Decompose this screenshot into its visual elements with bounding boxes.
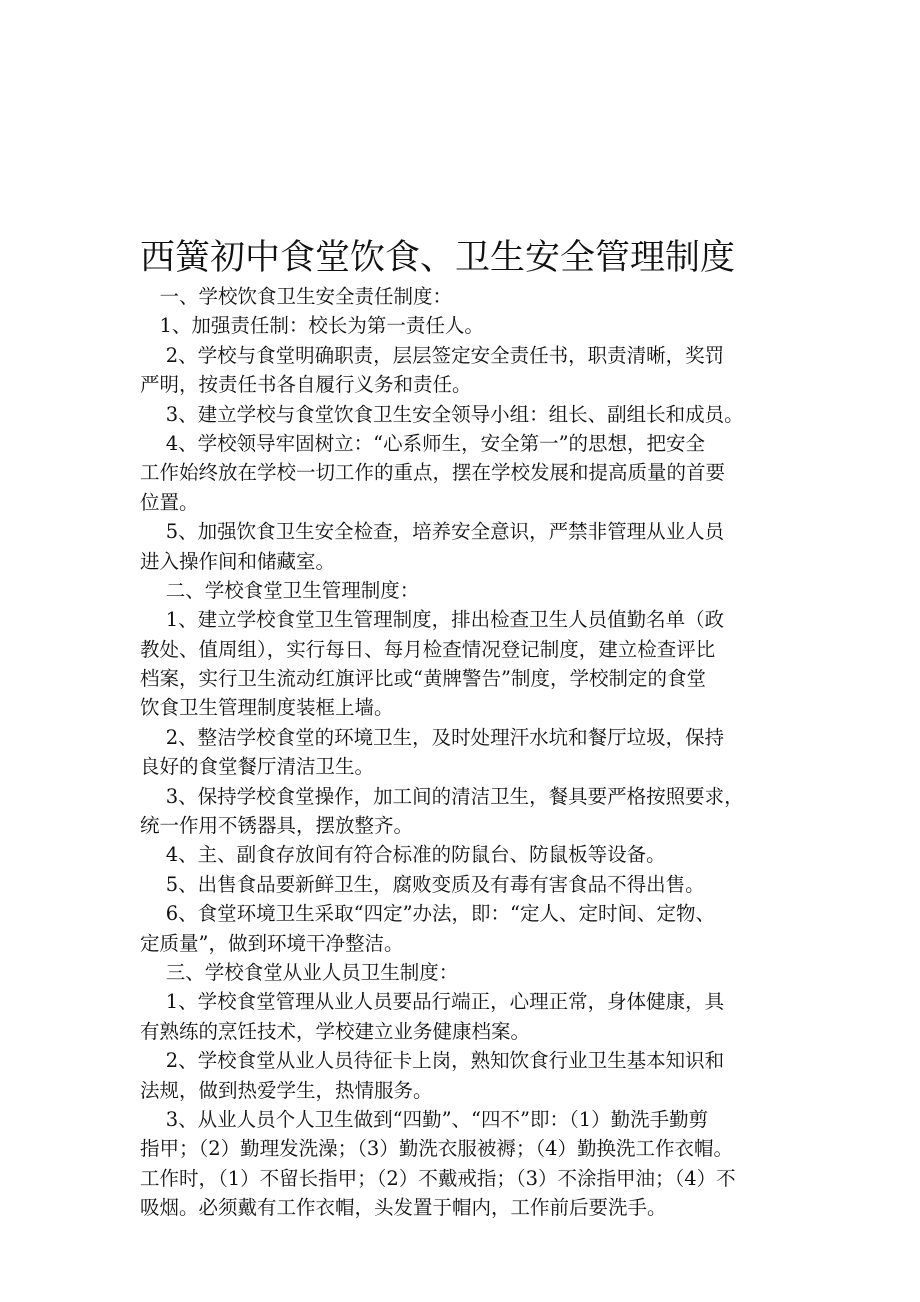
body-line: 2、整洁学校食堂的环境卫生，及时处理汗水坑和餐厅垃圾，保持: [140, 725, 725, 749]
body-line: 统一作用不锈器具，摆放整齐。: [140, 814, 414, 838]
body-line: 2、学校食堂从业人员待征卡上岗，熟知饮食行业卫生基本知识和: [140, 1049, 725, 1073]
body-line: 二、学校食堂卫生管理制度：: [140, 578, 420, 602]
body-line: 指甲；（2）勤理发洗澡；（3）勤洗衣服被褥；（4）勤换洗工作衣帽。: [140, 1137, 733, 1161]
body-line: 3、建立学校与食堂饮食卫生安全领导小组：组长、副组长和成员。: [140, 402, 744, 426]
body-line: 6、食堂环境卫生采取“四定”办法，即：“定人、定时间、定物、: [140, 902, 716, 926]
body-line: 3、保持学校食堂操作，加工间的清洁卫生，餐具要严格按照要求，: [140, 784, 744, 808]
body-line: 一、学校饮食卫生安全责任制度：: [140, 285, 453, 308]
body-line: 定质量”，做到环境干净整洁。: [140, 931, 404, 955]
body-line: 法规，做到热爱学生，热情服务。: [140, 1078, 433, 1102]
body-line: 饮食卫生管理制度装框上墙。: [140, 696, 394, 720]
body-line: 1、建立学校食堂卫生管理制度，排出检查卫生人员值勤名单（政: [140, 608, 725, 632]
body-line: 3、从业人员个人卫生做到“四勤”、“四不”即：（1）勤洗手勤剪: [140, 1107, 709, 1131]
body-line: 档案，实行卫生流动红旗评比或“黄牌警告”制度，学校制定的食堂: [140, 667, 706, 691]
body-line: 三、学校食堂从业人员卫生制度：: [140, 960, 459, 984]
body-line: 1、学校食堂管理从业人员要品行端正，心理正常，身体健康，具: [140, 990, 725, 1014]
document-title: 西簧初中食堂饮食、卫生安全管理制度: [140, 238, 736, 278]
body-line: 1、加强责任制：校长为第一责任人。: [140, 314, 484, 338]
document-body: [140, 282, 800, 1223]
body-line: 教处、值周组），实行每日、每月检查情况登记制度，建立检查评比: [140, 637, 716, 661]
body-line: 严明，按责任书各自履行义务和责任。: [140, 373, 472, 397]
body-line: 4、学校领导牢固树立：“心系师生，安全第一”的思想，把安全: [140, 431, 706, 455]
body-line: 5、加强饮食卫生安全检查，培养安全意识，严禁非管理从业人员: [140, 520, 725, 544]
body-line: 有熟练的烹饪技术，学校建立业务健康档案。: [140, 1019, 531, 1043]
body-line: 良好的食堂餐厅清洁卫生。: [140, 755, 375, 779]
body-line: 工作时，（1）不留长指甲；（2）不戴戒指；（3）不涂指甲油；（4）不: [140, 1166, 736, 1190]
body-line: 位置。: [140, 490, 199, 514]
body-line: 2、学校与食堂明确职责，层层签定安全责任书，职责清晰，奖罚: [140, 343, 725, 367]
body-line: 进入操作间和储藏室。: [140, 549, 336, 573]
body-line: 工作始终放在学校一切工作的重点，摆在学校发展和提高质量的首要: [140, 461, 726, 485]
body-line: 4、主、副食存放间有符合标准的防鼠台、防鼠板等设备。: [140, 843, 666, 867]
body-line: 吸烟。必须戴有工作衣帽，头发置于帽内，工作前后要洗手。: [140, 1196, 667, 1220]
body-line: 5、出售食品要新鲜卫生，腐败变质及有毒有害食品不得出售。: [140, 872, 705, 896]
